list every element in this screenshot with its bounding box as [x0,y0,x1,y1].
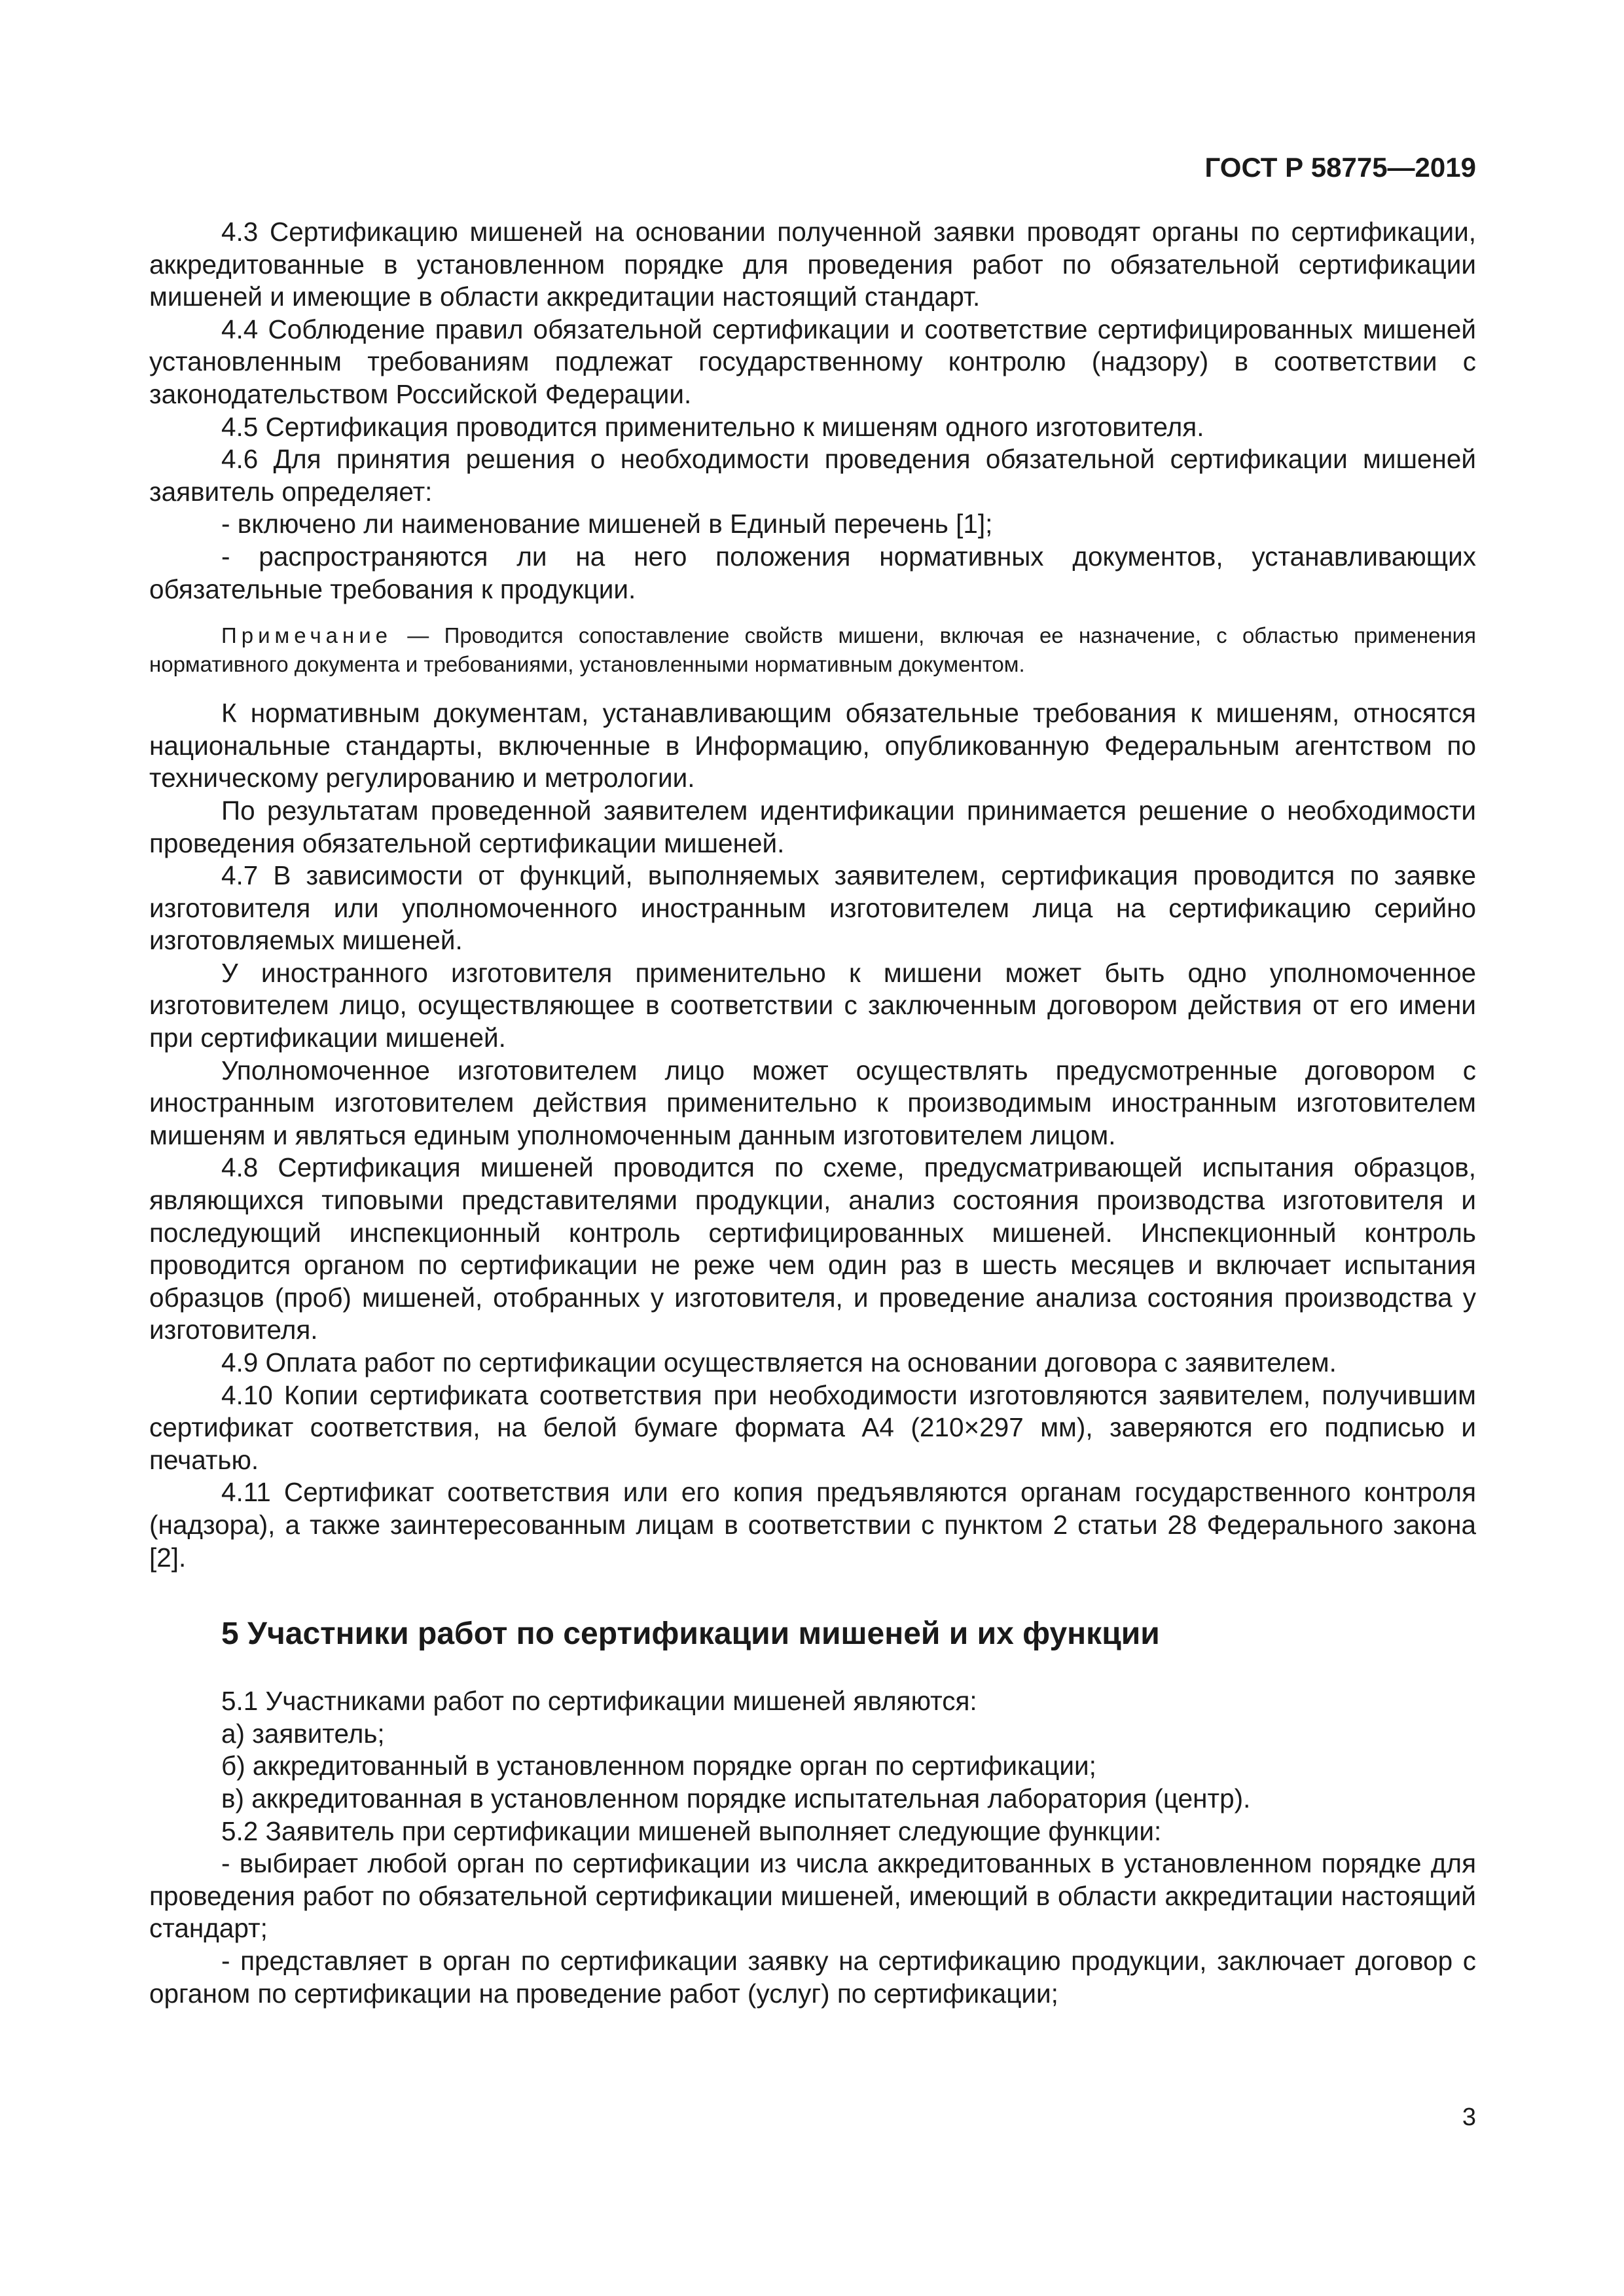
clause-5-1-item-b: б) аккредитованный в установленном порядке орган по сертификации; [221,1751,1096,1781]
clause-4-3: 4.3 Сертификацию мишеней на основании полученной заявки проводят органы по сертификации, аккредитованные в установленном порядке для проведения работ по обязательной сертификации мишеней и имеющие в области аккредитации настоящий стандарт. [149,217,1476,312]
clause-4-6-item-2: - распространяются ли на него положения нормативных документов, устанавливающих обязательные требования к продукции. [149,541,1476,604]
foreign-manufacturer-paragraph: У иностранного изготовителя применительно к мишени может быть одно уполномоченное изготовителем лицо, осуществляющее в соответствии с заключенным договором действия от его имени при сертификации мишеней. [149,957,1476,1053]
clause-4-10: 4.10 Копии сертификата соответствия при необходимости изготовляются заявителем, получившим сертификат соответствия, на белой бумаге формата А4 (210×297 мм), заверяются его подписью и печатью. [149,1379,1476,1475]
note-text: — Проводится сопоставление свойств мишени, включая ее назначение, с областью применения нормативного документа и требованиями, установленными нормативным документом. [149,623,1476,677]
section-5-heading: 5 Участники работ по сертификации мишеней и их функции [221,1616,1160,1652]
note-label: Примечание [221,623,393,648]
clause-5-1-item-a: а) заявитель; [221,1718,385,1749]
normative-documents-paragraph: К нормативным документам, устанавливающим обязательные требования к мишеням, относятся национальные стандарты, включенные в Информацию, опубликованную Федеральным агентством по техническому регулированию и метрологии. [149,698,1476,793]
clause-5-2-item-2: - представляет в орган по сертификации заявку на сертификацию продукции, заключает договор с органом по сертификации на проведение работ (услуг) по сертификации; [149,1945,1476,2009]
clause-4-5: 4.5 Сертификация проводится применительно к мишеням одного изготовителя. [221,411,1204,442]
clause-5-2-item-1: - выбирает любой орган по сертификации из числа аккредитованных в установленном порядке для проведения работ по обязательной сертификации мишеней, имеющий в области аккредитации настоящий стандарт; [149,1848,1476,1944]
note [149,621,1476,679]
clause-4-9: 4.9 Оплата работ по сертификации осуществляется на основании договора с заявителем. [221,1347,1337,1377]
clause-4-6-item-1: - включено ли наименование мишеней в Единый перечень [1]; [221,509,993,539]
body-text [149,216,1476,2010]
document-code-header: ГОСТ Р 58775—2019 [1204,152,1476,183]
clause-5-2: 5.2 Заявитель при сертификации мишеней выполняет следующие функции: [221,1815,1162,1846]
clause-4-7: 4.7 В зависимости от функций, выполняемых заявителем, сертификация проводится по заявке изготовителя или уполномоченного иностранным изготовителем лица на сертификацию серийно изготовляемых мишеней. [149,860,1476,956]
identification-paragraph: По результатам проведенной заявителем идентификации принимается решение о необходимости проведения обязательной сертификации мишеней. [149,795,1476,858]
clause-5-1: 5.1 Участниками работ по сертификации мишеней являются: [221,1686,977,1717]
clause-4-11: 4.11 Сертификат соответствия или его копия предъявляются органам государственного контроля (надзора), а также заинтересованным лицам в соответствии с пунктом 2 статьи 28 Федерального закона [2]. [149,1477,1476,1573]
clause-4-4: 4.4 Соблюдение правил обязательной сертификации и соответствие сертифицированных мишеней установленным требованиям подлежат государственному контролю (надзору) в соответствии с законодательством Российской Федерации. [149,314,1476,409]
clause-4-8: 4.8 Сертификация мишеней проводится по схеме, предусматривающей испытания образцов, являющихся типовыми представителями продукции, анализ состояния производства изготовителя и последующий инспекционный контроль сертифицированных мишеней. Инспекционный контроль проводится органом по сертификации не реже чем один раз в шесть месяцев и включает испытания образцов (проб) мишеней, отобранных у изготовителя, и проведение анализа состояния производства у изготовителя. [149,1152,1476,1345]
clause-4-6: 4.6 Для принятия решения о необходимости проведения обязательной сертификации мишеней заявитель определяет: [149,444,1476,507]
authorized-person-paragraph: Уполномоченное изготовителем лицо может осуществлять предусмотренные договором с иностранным изготовителем действия применительно к производимым иностранным изготовителем мишеням и являться единым уполномоченным данным изготовителем лицом. [149,1055,1476,1150]
clause-5-1-item-c: в) аккредитованная в установленном порядке испытательная лаборатория (центр). [221,1783,1251,1813]
page-number: 3 [1462,2104,1476,2131]
